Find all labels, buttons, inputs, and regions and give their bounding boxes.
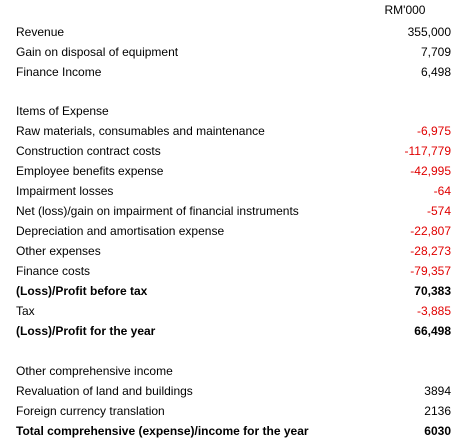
row-value: -64 (433, 184, 451, 198)
row-value: 6,498 (420, 65, 451, 79)
row-label: Tax (16, 304, 35, 318)
section-heading-label: Items of Expense (16, 104, 109, 118)
row-label: Net (loss)/gain on impairment of financial instruments (16, 204, 299, 218)
row-label: (Loss)/Profit before tax (16, 284, 148, 298)
statement-row (0, 221, 465, 241)
row-value: -3,885 (416, 304, 451, 318)
statement-row (0, 141, 465, 161)
row-label: (Loss)/Profit for the year (16, 324, 156, 338)
total-comprehensive-row (0, 421, 465, 441)
row-label: Total comprehensive (expense)/income for the year (16, 424, 309, 438)
statement-row (0, 22, 465, 42)
row-label: Revaluation of land and buildings (16, 384, 193, 398)
row-value: -22,807 (410, 224, 451, 238)
row-value: 6030 (424, 424, 451, 438)
row-value: -117,779 (404, 144, 451, 158)
row-value: 66,498 (414, 324, 451, 338)
profit-before-tax-row (0, 281, 465, 301)
currency-header: RM'000 (384, 3, 426, 17)
row-value: 7,709 (420, 45, 451, 59)
row-label: Gain on disposal of equipment (16, 45, 179, 59)
row-label: Employee benefits expense (16, 164, 164, 178)
statement-row (0, 62, 465, 82)
statement-row (0, 381, 465, 401)
statement-row (0, 241, 465, 261)
row-label: Finance costs (16, 264, 91, 278)
row-value: 355,000 (407, 25, 451, 39)
row-value: 3894 (424, 384, 451, 398)
row-value: -42,995 (410, 164, 451, 178)
row-value: -574 (426, 204, 451, 218)
row-value: -79,357 (410, 264, 451, 278)
statement-row (0, 181, 465, 201)
row-value: -28,273 (410, 244, 451, 258)
statement-row (0, 261, 465, 281)
row-label: Finance Income (16, 65, 102, 79)
statement-row (0, 121, 465, 141)
statement-row (0, 201, 465, 221)
statement-row (0, 161, 465, 181)
row-label: Revenue (16, 25, 65, 39)
row-value: 70,383 (414, 284, 451, 298)
tax-row (0, 301, 465, 321)
statement-row (0, 42, 465, 62)
section-heading (0, 101, 465, 121)
row-label: Construction contract costs (16, 144, 161, 158)
row-label: Raw materials, consumables and maintenance (16, 124, 265, 138)
row-value: -6,975 (416, 124, 451, 138)
row-value: 2136 (424, 404, 451, 418)
statement-row (0, 401, 465, 421)
row-label: Depreciation and amortisation expense (16, 224, 225, 238)
profit-for-year-row (0, 321, 465, 341)
section-heading (0, 361, 465, 381)
row-label: Impairment losses (16, 184, 114, 198)
row-label: Other expenses (16, 244, 101, 258)
section-heading-label: Other comprehensive income (16, 364, 173, 378)
row-label: Foreign currency translation (16, 404, 165, 418)
